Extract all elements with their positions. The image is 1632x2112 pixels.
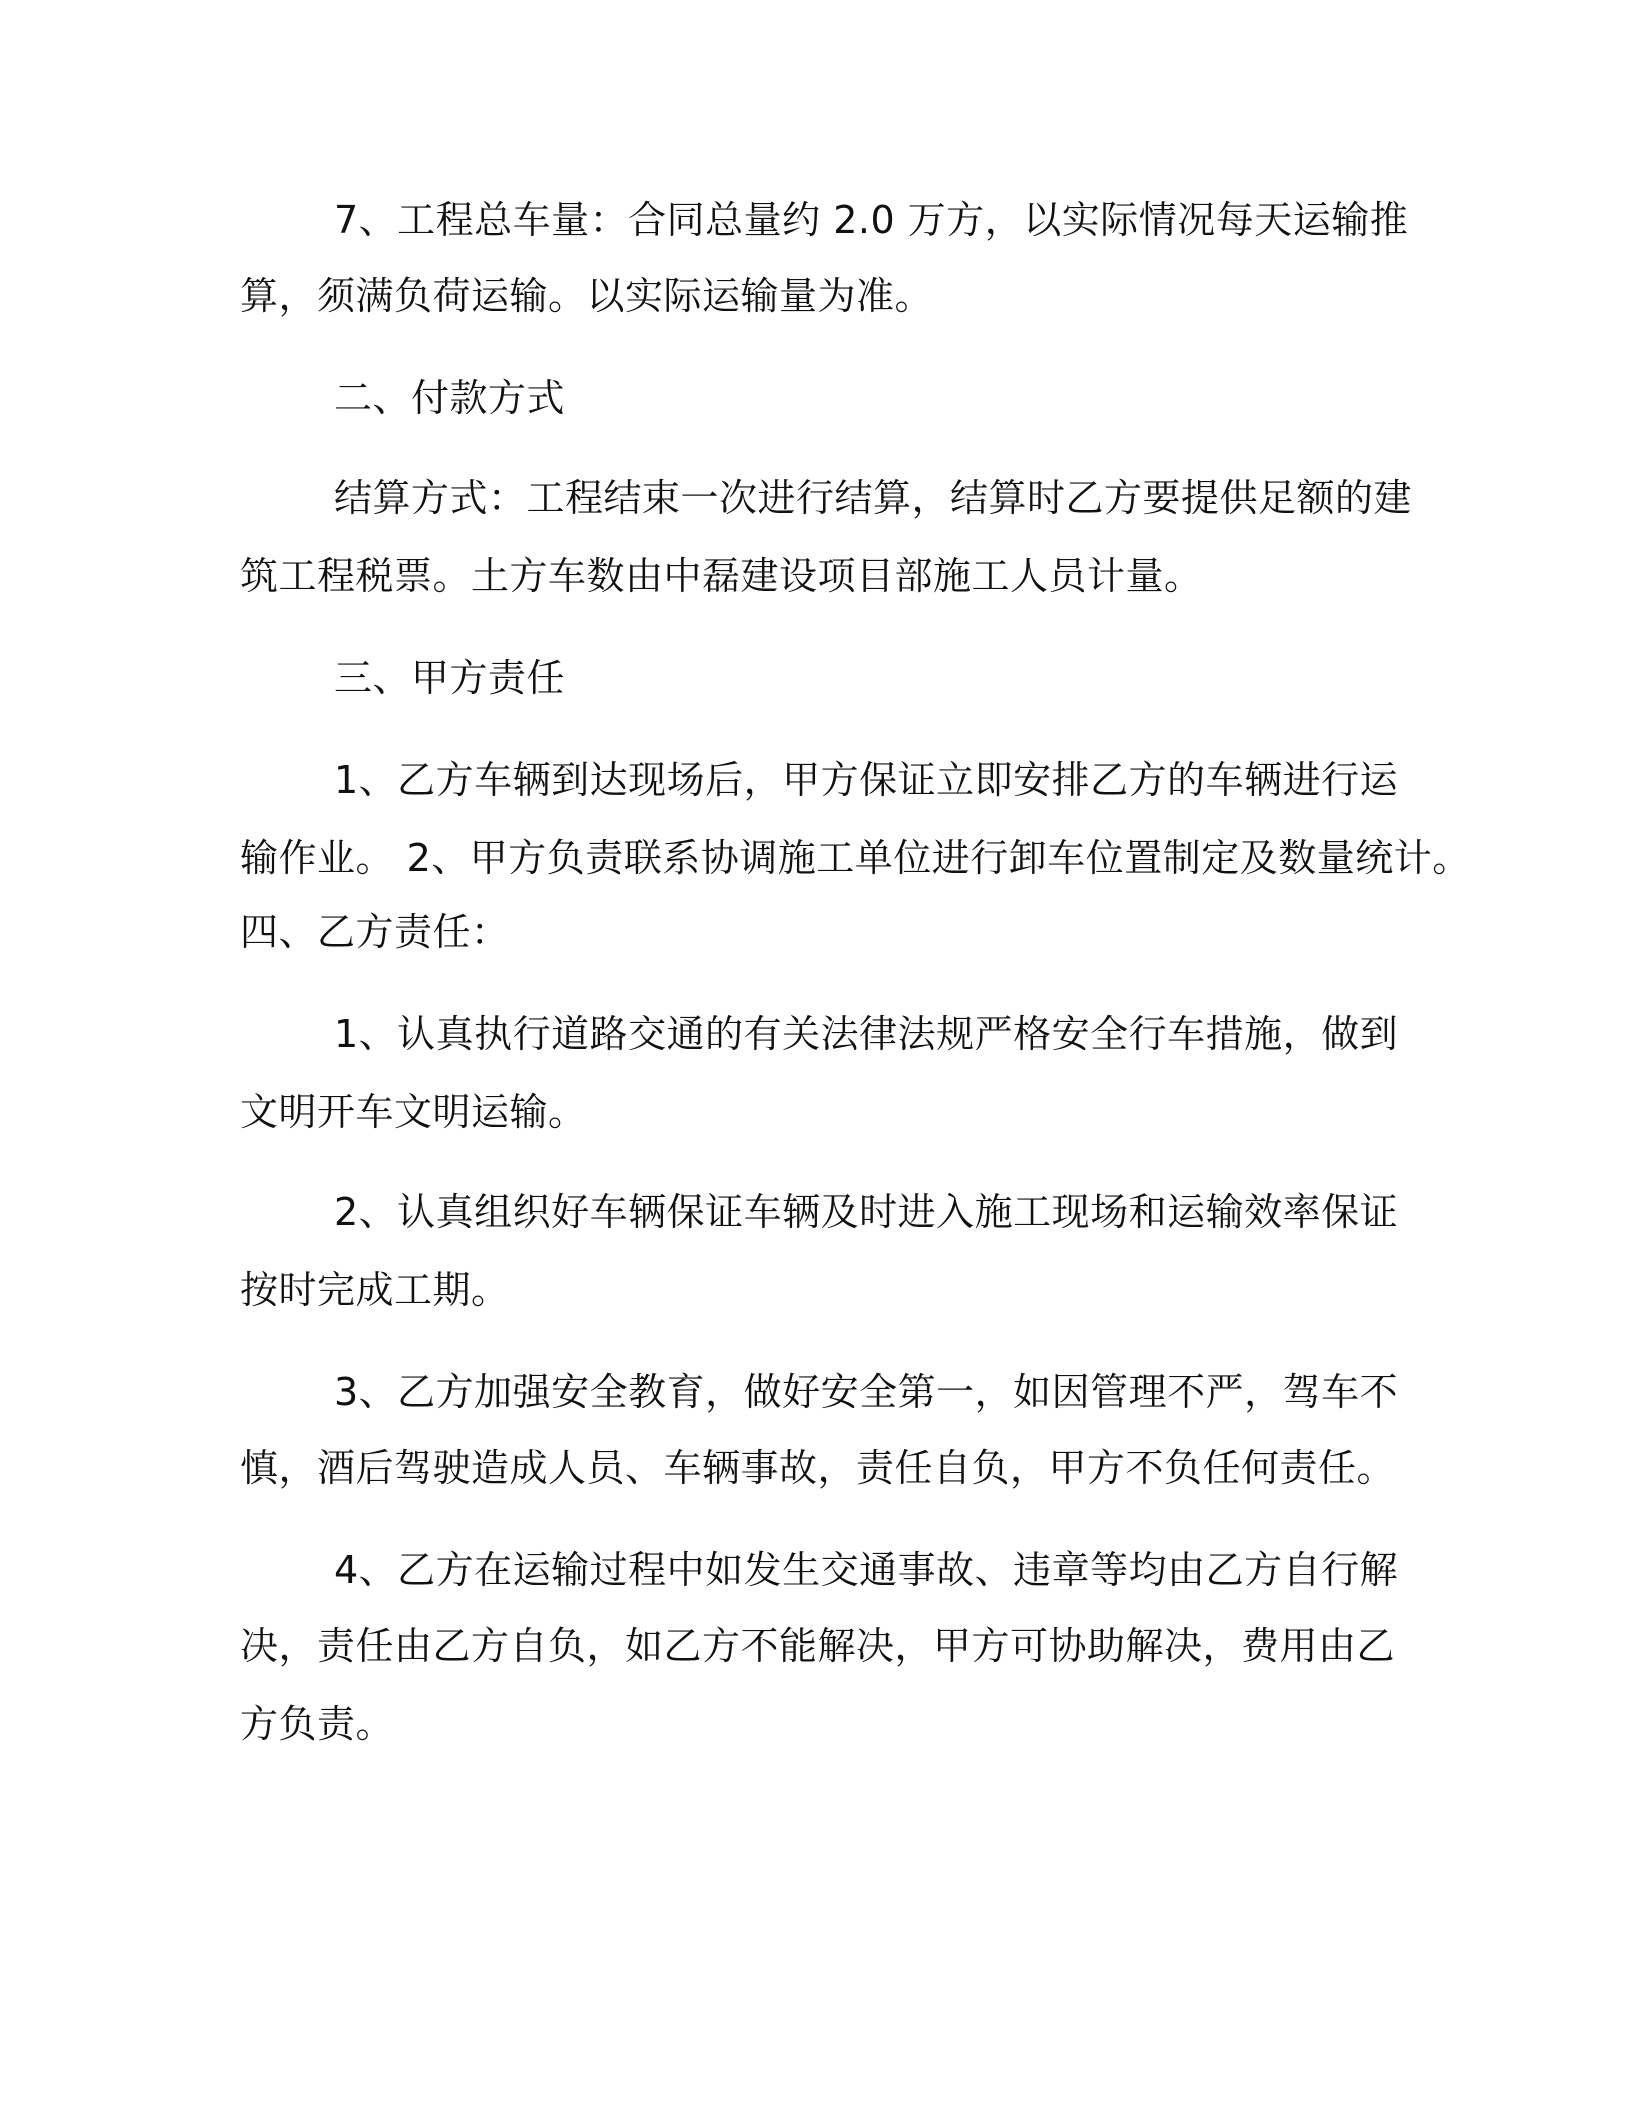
party-a-item-line-1: 1、乙方车辆到达现场后，甲方保证立即安排乙方的车辆进行运	[334, 758, 1399, 802]
party-b-item-4-line-2: 决，责任由乙方自负，如乙方不能解决，甲方可协助解决，费用由乙	[240, 1624, 1396, 1668]
party-b-item-1-line-2: 文明开车文明运输。	[240, 1090, 587, 1134]
clause-7-line-2: 算，须满负荷运输。以实际运输量为准。	[240, 274, 934, 318]
section-heading-party-a: 三、甲方责任	[334, 656, 566, 700]
settlement-line-2: 筑工程税票。土方车数由中磊建设项目部施工人员计量。	[240, 554, 1203, 598]
party-b-item-4-line-1: 4、乙方在运输过程中如发生交通事故、违章等均由乙方自行解	[334, 1548, 1399, 1592]
settlement-line-1: 结算方式：工程结束一次进行结算，结算时乙方要提供足额的建	[334, 476, 1413, 520]
party-b-item-3-line-1: 3、乙方加强安全教育，做好安全第一，如因管理不严，驾车不	[334, 1370, 1399, 1414]
party-b-item-4-line-3: 方负责。	[240, 1702, 395, 1746]
party-b-item-2-line-2: 按时完成工期。	[240, 1268, 510, 1312]
clause-7-line-1: 7、工程总车量：合同总量约 2.0 万方，以实际情况每天运输推	[334, 198, 1409, 242]
section-heading-payment: 二、付款方式	[334, 376, 566, 420]
party-b-item-2-line-1: 2、认真组织好车辆保证车辆及时进入施工现场和运输效率保证	[334, 1190, 1399, 1234]
party-b-item-1-line-1: 1、认真执行道路交通的有关法律法规严格安全行车措施，做到	[334, 1012, 1399, 1056]
party-b-item-3-line-2: 慎，酒后驾驶造成人员、车辆事故，责任自负，甲方不负任何责任。	[240, 1446, 1396, 1490]
party-a-item-line-2: 输作业。 2、甲方负责联系协调施工单位进行卸车位置制定及数量统计。	[240, 836, 1471, 880]
section-heading-party-b: 四、乙方责任：	[240, 910, 510, 954]
